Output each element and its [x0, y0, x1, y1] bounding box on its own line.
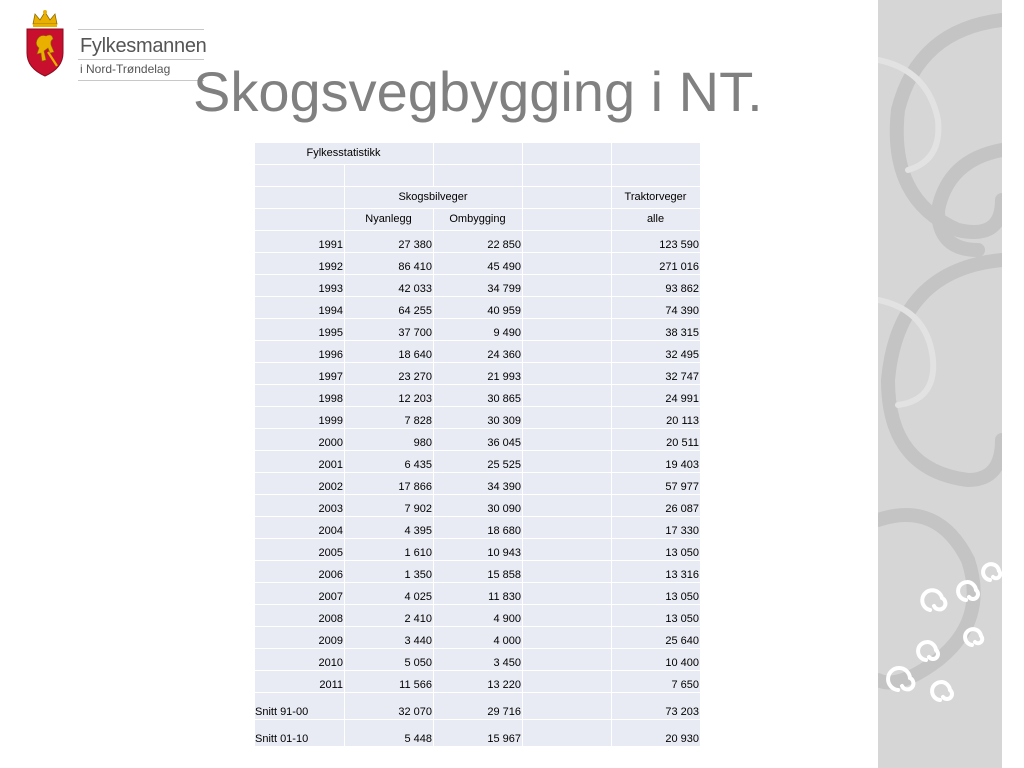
summary-label-cell: Snitt 91-00 — [255, 693, 345, 720]
table-row — [255, 231, 701, 253]
table-cell — [523, 649, 612, 671]
table-cell — [523, 385, 612, 407]
table-row — [255, 649, 701, 671]
year-cell: 2009 — [255, 627, 345, 649]
traktorveger-cell: 17 330 — [612, 517, 701, 539]
table-cell — [523, 583, 612, 605]
traktorveger-cell: 271 016 — [612, 253, 701, 275]
year-cell: 2002 — [255, 473, 345, 495]
traktorveger-cell: 93 862 — [612, 275, 701, 297]
nyanlegg-cell: 6 435 — [345, 451, 434, 473]
ombygging-cell: 25 525 — [434, 451, 523, 473]
ombygging-cell: 3 450 — [434, 649, 523, 671]
table-cell — [523, 143, 612, 165]
table-row — [255, 517, 701, 539]
table-row — [255, 385, 701, 407]
traktorveger-cell: 10 400 — [612, 649, 701, 671]
year-cell: 2006 — [255, 561, 345, 583]
table-cell — [523, 517, 612, 539]
table-cell — [523, 363, 612, 385]
table-row — [255, 407, 701, 429]
year-cell: 1991 — [255, 231, 345, 253]
ombygging-cell: 45 490 — [434, 253, 523, 275]
table-row — [255, 429, 701, 451]
header-ombygging: Ombygging — [434, 209, 523, 231]
table-cell — [523, 627, 612, 649]
table-header-row — [255, 165, 701, 187]
nyanlegg-cell: 27 380 — [345, 231, 434, 253]
logo-org-name: Fylkesmannen — [80, 35, 207, 57]
table-row — [255, 539, 701, 561]
ombygging-cell: 30 090 — [434, 495, 523, 517]
table-cell — [612, 165, 701, 187]
traktorveger-cell: 25 640 — [612, 627, 701, 649]
ombygging-cell: 24 360 — [434, 341, 523, 363]
year-cell: 2000 — [255, 429, 345, 451]
logo-divider — [78, 29, 204, 30]
table-cell — [523, 671, 612, 693]
table-row — [255, 451, 701, 473]
nyanlegg-cell: 64 255 — [345, 297, 434, 319]
summary-row — [255, 720, 701, 747]
statistics-table — [254, 142, 701, 747]
nyanlegg-cell: 4 395 — [345, 517, 434, 539]
traktorveger-cell: 13 050 — [612, 583, 701, 605]
ombygging-cell: 34 390 — [434, 473, 523, 495]
table-cell — [612, 143, 701, 165]
table-cell — [523, 495, 612, 517]
year-cell: 1993 — [255, 275, 345, 297]
table-row — [255, 671, 701, 693]
table-cell — [255, 187, 345, 209]
year-cell: 2010 — [255, 649, 345, 671]
ombygging-cell: 11 830 — [434, 583, 523, 605]
table-cell — [255, 165, 345, 187]
nyanlegg-cell: 32 070 — [345, 693, 434, 720]
traktorveger-cell: 20 930 — [612, 720, 701, 747]
traktorveger-cell: 74 390 — [612, 297, 701, 319]
year-cell: 2011 — [255, 671, 345, 693]
table-row — [255, 561, 701, 583]
year-cell: 1995 — [255, 319, 345, 341]
traktorveger-cell: 38 315 — [612, 319, 701, 341]
table-cell — [345, 165, 434, 187]
traktorveger-cell: 20 113 — [612, 407, 701, 429]
year-cell: 1996 — [255, 341, 345, 363]
table-cell — [523, 341, 612, 363]
traktorveger-cell: 13 050 — [612, 539, 701, 561]
year-cell: 2008 — [255, 605, 345, 627]
table-cell — [523, 187, 612, 209]
table-cell — [523, 473, 612, 495]
ombygging-cell: 34 799 — [434, 275, 523, 297]
ombygging-cell: 22 850 — [434, 231, 523, 253]
table-row — [255, 583, 701, 605]
table-cell — [523, 451, 612, 473]
summary-row — [255, 693, 701, 720]
ombygging-cell: 30 865 — [434, 385, 523, 407]
nyanlegg-cell: 11 566 — [345, 671, 434, 693]
table-header-row — [255, 187, 701, 209]
nyanlegg-cell: 12 203 — [345, 385, 434, 407]
nyanlegg-cell: 5 448 — [345, 720, 434, 747]
traktorveger-cell: 57 977 — [612, 473, 701, 495]
table-cell — [523, 319, 612, 341]
header-fylkesstatistikk: Fylkesstatistikk — [255, 143, 434, 165]
table-row — [255, 275, 701, 297]
decorative-side-panel — [878, 0, 1002, 768]
table-cell — [523, 275, 612, 297]
nyanlegg-cell: 37 700 — [345, 319, 434, 341]
year-cell: 2007 — [255, 583, 345, 605]
traktorveger-cell: 26 087 — [612, 495, 701, 517]
nyanlegg-cell: 3 440 — [345, 627, 434, 649]
ombygging-cell: 40 959 — [434, 297, 523, 319]
slide-title: Skogsvegbygging i NT. — [193, 60, 763, 123]
nyanlegg-cell: 42 033 — [345, 275, 434, 297]
ombygging-cell: 30 309 — [434, 407, 523, 429]
traktorveger-cell: 32 747 — [612, 363, 701, 385]
table-header-row — [255, 143, 701, 165]
ombygging-cell: 15 967 — [434, 720, 523, 747]
header-skogsbilveger: Skogsbilveger — [345, 187, 523, 209]
year-cell: 2001 — [255, 451, 345, 473]
table-cell — [434, 143, 523, 165]
nyanlegg-cell: 7 902 — [345, 495, 434, 517]
table-cell — [255, 209, 345, 231]
year-cell: 1999 — [255, 407, 345, 429]
year-cell: 2003 — [255, 495, 345, 517]
table-row — [255, 341, 701, 363]
table-row — [255, 605, 701, 627]
nyanlegg-cell: 23 270 — [345, 363, 434, 385]
nyanlegg-cell: 86 410 — [345, 253, 434, 275]
table-cell — [523, 231, 612, 253]
header-nyanlegg: Nyanlegg — [345, 209, 434, 231]
year-cell: 1998 — [255, 385, 345, 407]
coat-of-arms-icon — [24, 8, 66, 78]
traktorveger-cell: 123 590 — [612, 231, 701, 253]
year-cell: 1997 — [255, 363, 345, 385]
table-cell — [523, 605, 612, 627]
nyanlegg-cell: 5 050 — [345, 649, 434, 671]
ombygging-cell: 4 900 — [434, 605, 523, 627]
traktorveger-cell: 13 050 — [612, 605, 701, 627]
year-cell: 1992 — [255, 253, 345, 275]
nyanlegg-cell: 4 025 — [345, 583, 434, 605]
summary-label-cell: Snitt 01-10 — [255, 720, 345, 747]
ombygging-cell: 13 220 — [434, 671, 523, 693]
table-cell — [523, 407, 612, 429]
table-row — [255, 473, 701, 495]
table-cell — [523, 720, 612, 747]
header-alle: alle — [612, 209, 701, 231]
traktorveger-cell: 32 495 — [612, 341, 701, 363]
table-cell — [523, 297, 612, 319]
table-row — [255, 363, 701, 385]
traktorveger-cell: 7 650 — [612, 671, 701, 693]
traktorveger-cell: 73 203 — [612, 693, 701, 720]
table-cell — [523, 209, 612, 231]
organization-logo — [24, 8, 207, 78]
nyanlegg-cell: 2 410 — [345, 605, 434, 627]
table-row — [255, 253, 701, 275]
table-header-row — [255, 209, 701, 231]
nyanlegg-cell: 1 350 — [345, 561, 434, 583]
table-cell — [523, 693, 612, 720]
ombygging-cell: 21 993 — [434, 363, 523, 385]
nyanlegg-cell: 7 828 — [345, 407, 434, 429]
nyanlegg-cell: 980 — [345, 429, 434, 451]
logo-divider — [78, 80, 204, 81]
ombygging-cell: 9 490 — [434, 319, 523, 341]
table-row — [255, 319, 701, 341]
ombygging-cell: 36 045 — [434, 429, 523, 451]
nyanlegg-cell: 18 640 — [345, 341, 434, 363]
traktorveger-cell: 20 511 — [612, 429, 701, 451]
year-cell: 2005 — [255, 539, 345, 561]
nyanlegg-cell: 17 866 — [345, 473, 434, 495]
table-row — [255, 297, 701, 319]
table-cell — [523, 165, 612, 187]
table-row — [255, 627, 701, 649]
logo-org-region: i Nord-Trøndelag — [80, 62, 171, 76]
table-cell — [434, 165, 523, 187]
year-cell: 1994 — [255, 297, 345, 319]
ombygging-cell: 4 000 — [434, 627, 523, 649]
header-traktorveger: Traktorveger — [612, 187, 701, 209]
traktorveger-cell: 24 991 — [612, 385, 701, 407]
table-cell — [523, 253, 612, 275]
ombygging-cell: 18 680 — [434, 517, 523, 539]
table-cell — [523, 429, 612, 451]
table-cell — [523, 539, 612, 561]
traktorveger-cell: 13 316 — [612, 561, 701, 583]
ombygging-cell: 10 943 — [434, 539, 523, 561]
year-cell: 2004 — [255, 517, 345, 539]
spiral-pattern-icon — [878, 0, 1002, 768]
ombygging-cell: 15 858 — [434, 561, 523, 583]
ombygging-cell: 29 716 — [434, 693, 523, 720]
table-cell — [523, 561, 612, 583]
logo-divider — [78, 59, 204, 60]
traktorveger-cell: 19 403 — [612, 451, 701, 473]
nyanlegg-cell: 1 610 — [345, 539, 434, 561]
table-row — [255, 495, 701, 517]
